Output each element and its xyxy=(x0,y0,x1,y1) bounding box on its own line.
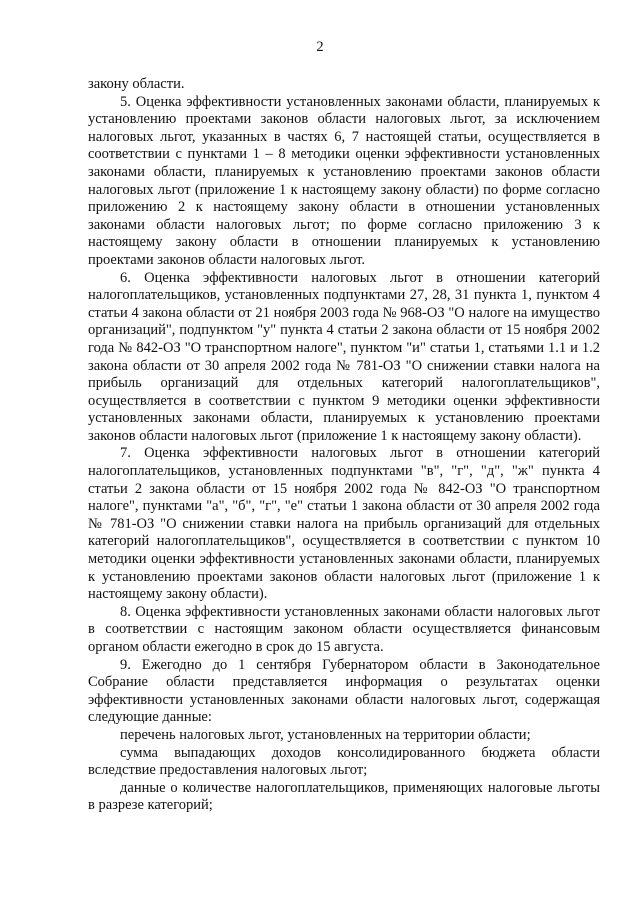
paragraph-item-8: 8. Оценка эффективности установленных законами области налоговых льгот в соответствии с настоящим законом области осуществляется финансовым органом области ежегодно в срок до 15 августа. xyxy=(88,603,600,655)
paragraph-list-item-2: сумма выпадающих доходов консолидированного бюджета области вследствие предоставления налоговых льгот; xyxy=(88,744,600,779)
page-number: 2 xyxy=(316,39,324,55)
paragraph-continuation: закону области. xyxy=(88,76,185,92)
paragraph-list-item-3: данные о количестве налогоплательщиков, применяющих налоговые льготы в разрезе категорий; xyxy=(88,779,600,814)
paragraph-list-item-1: перечень налоговых льгот, установленных на территории области; xyxy=(120,726,531,743)
document-body xyxy=(88,76,600,815)
paragraph-item-7: 7. Оценка эффективности налоговых льгот в отношении категорий налогоплательщиков, установленных подпунктами "в", "г", "д", "ж" пункта 4 статьи 2 закона области от 15 ноября 2002 года № 842-ОЗ "О транспортном налоге", пунктами "а", "б", "г", "е" статьи 1 закона области от 30 апреля 2002 года № 781-ОЗ "О снижении ставки налога на прибыль организаций для отдельных категорий налогоплательщиков", осуществляется в соответствии с пунктом 10 методики оценки эффективности установленных законами области, планируемых к установлению проектами законов области налоговых льгот (приложение 1 к настоящему закону области). xyxy=(88,445,600,603)
paragraph-item-9: 9. Ежегодно до 1 сентября Губернатором области в Законодательное Собрание области представляется информация о результатах оценки эффективности установленных законами области налоговых льгот, содержащая следующие данные: xyxy=(88,656,600,726)
paragraph-item-5: 5. Оценка эффективности установленных законами области, планируемых к установлению проектами законов области налоговых льгот, за исключением налоговых льгот, указанных в частях 6, 7 настоящей статьи, осуществляется в соответствии с пунктами 1 – 8 методики оценки эффективности установленных законами области, планируемых к установлению проектами законов области налоговых льгот (приложение 1 к настоящему закону области) по форме согласно приложению 2 к настоящему закону области в отношении установленных законами области налоговых льгот; по форме согласно приложению 3 к настоящему закону области в отношении планируемых к установлению проектами законов области налоговых льгот. xyxy=(88,93,600,268)
paragraph-item-6: 6. Оценка эффективности налоговых льгот в отношении категорий налогоплательщиков, установленных подпунктами 27, 28, 31 пункта 1, пунктом 4 статьи 4 закона области от 21 ноября 2003 года № 968-ОЗ "О налоге на имущество организаций", подпунктом "у" пункта 4 статьи 2 закона области от 15 ноября 2002 года № 842-ОЗ "О транспортном налоге", пунктом "и" статьи 1, статьями 1.1 и 1.2 закона области от 30 апреля 2002 года № 781-ОЗ "О снижении ставки налога на прибыль организаций для отдельных категорий налогоплательщиков", осуществляется в соответствии с пунктом 9 методики оценки эффективности установленных законами области, планируемых к установлению проектами законов области налоговых льгот (приложение 1 к настоящему закону области). xyxy=(88,269,600,444)
